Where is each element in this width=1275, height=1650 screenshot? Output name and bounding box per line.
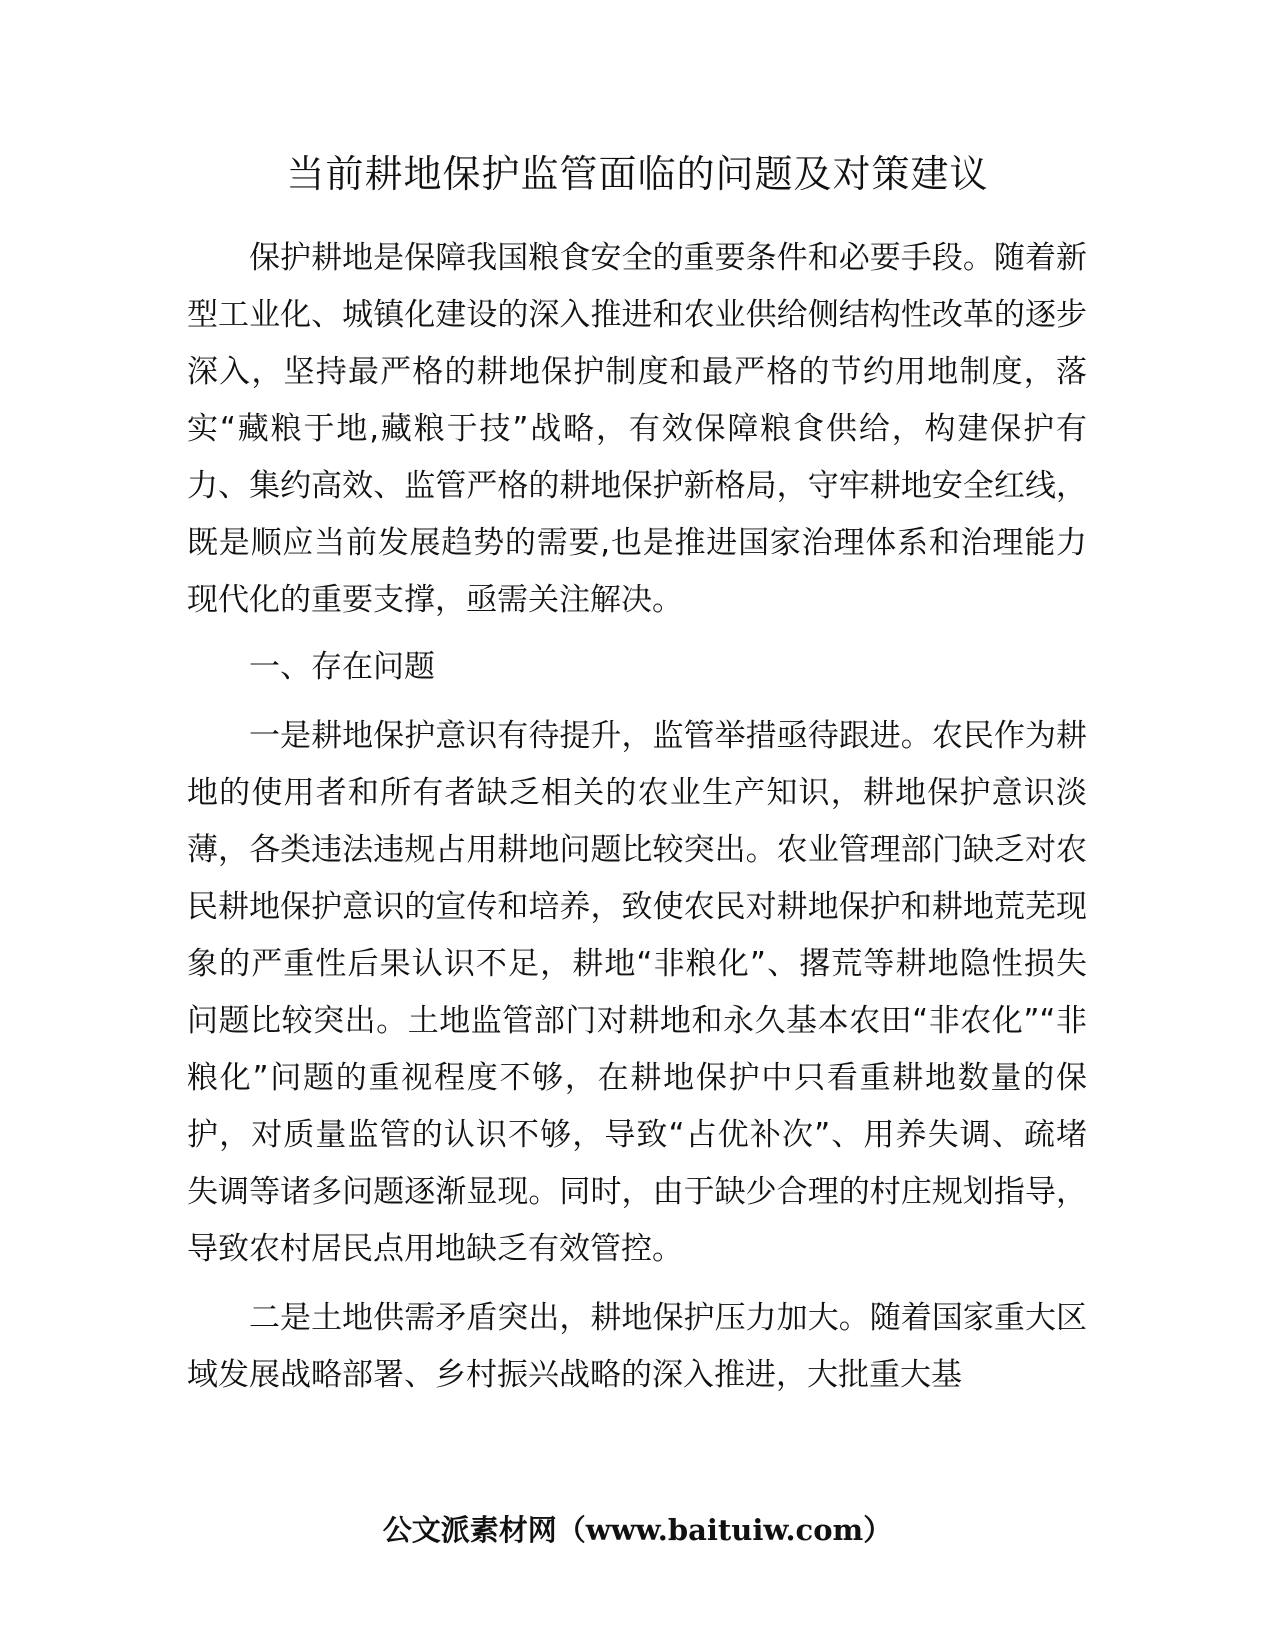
section-heading: 一、存在问题: [249, 649, 435, 685]
intro-paragraph: 保护耕地是保障我国粮食安全的重要条件和必要手段。随着新型工业化、城镇化建设的深入推进和农业供给侧结构性改革的逐步深入，坚持最严格的耕地保护制度和最严格的节约用地制度，落实“藏粮于地,藏粮于技”战略，有效保障粮食供给，构建保护有力、集约高效、监管严格的耕地保护新格局，守牢耕地安全红线，既是顺应当前发展趋势的需要,也是推进国家治理体系和治理能力现代化的重要支撑，亟需关注解决。: [187, 240, 1087, 618]
body-paragraph: 一是耕地保护意识有待提升，监管举措亟待跟进。农民作为耕地的使用者和所有者缺乏相关的农业生产知识，耕地保护意识淡薄，各类违法违规占用耕地问题比较突出。农业管理部门缺乏对农民耕地保护意识的宣传和培养，致使农民对耕地保护和耕地荒芜现象的严重性后果认识不足，耕地“非粮化”、撂荒等耕地隐性损失问题比较突出。土地监管部门对耕地和永久基本农田“非农化”“非粮化”问题的重视程度不够，在耕地保护中只看重耕地数量的保护，对质量监管的认识不够，导致“占优补次”、用养失调、疏堵失调等诸多问题逐渐显现。同时，由于缺少合理的村庄规划指导，导致农村居民点用地缺乏有效管控。: [187, 718, 1087, 1267]
body-paragraph: 二是土地供需矛盾突出，耕地保护压力加大。随着国家重大区域发展战略部署、乡村振兴战略的深入推进，大批重大基: [187, 1300, 1087, 1393]
document-title: 当前耕地保护监管面临的问题及对策建议: [286, 152, 989, 196]
footer-watermark: 公文派素材网（www.baituiw.com）: [382, 1513, 893, 1547]
document-body: [187, 230, 1087, 1404]
